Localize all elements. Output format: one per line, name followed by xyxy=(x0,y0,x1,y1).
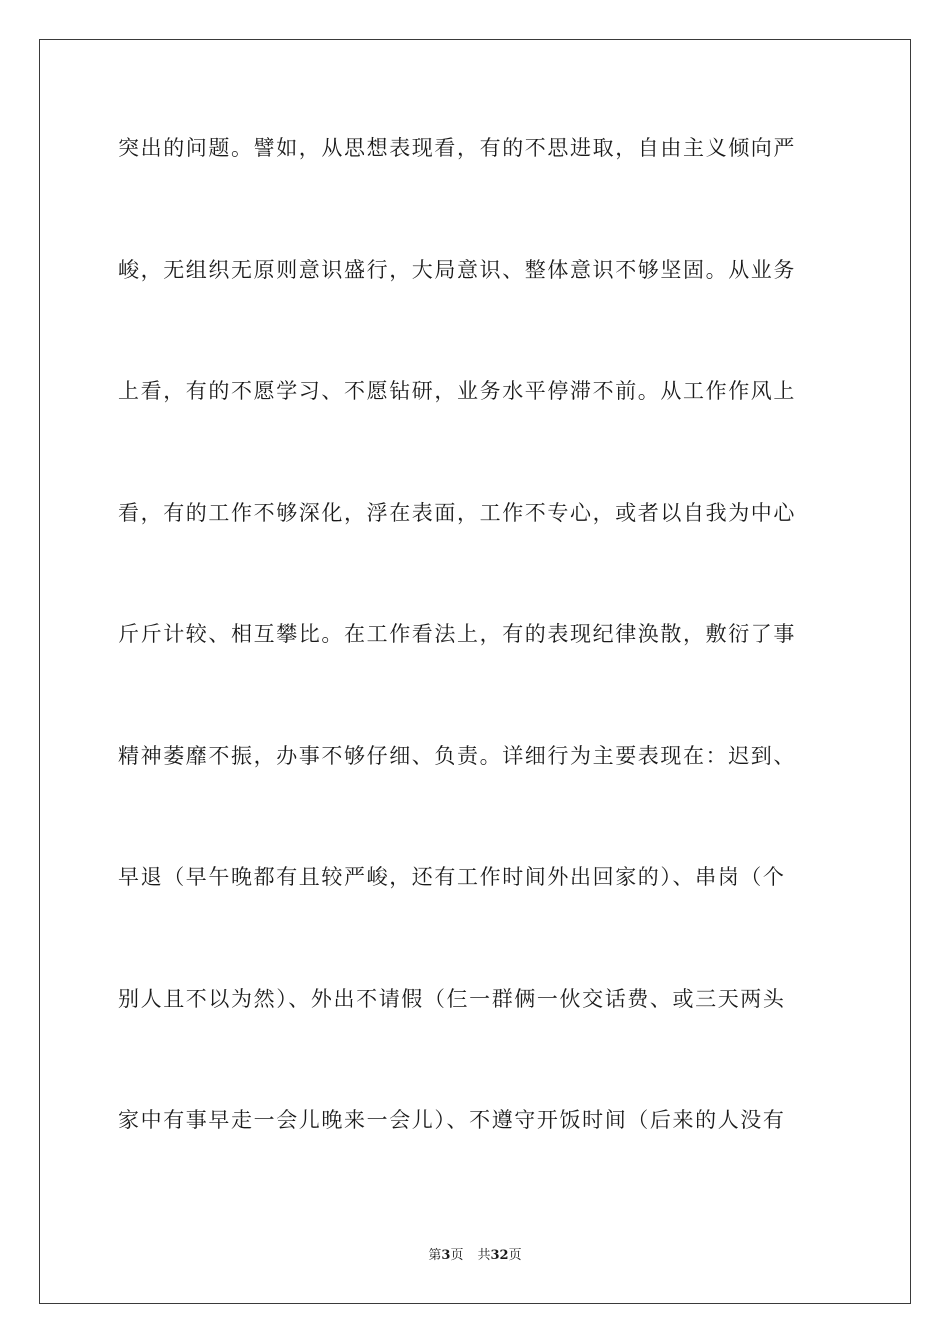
text-line: 看，有的工作不够深化，浮在表面，工作不专心，或者以自我为中心 xyxy=(118,500,796,525)
text-line: 精神萎靡不振，办事不够仔细、负责。详细行为主要表现在：迟到、 xyxy=(118,743,796,768)
text-line: 早退（早午晚都有且较严峻，还有工作时间外出回家的）、串岗（个 xyxy=(118,865,786,889)
text-line: 上看，有的不愿学习、不愿钻研，业务水平停滞不前。从工作作风上 xyxy=(118,379,796,403)
total-prefix: 共 xyxy=(477,1248,491,1263)
text-line: 家中有事早走一会儿晚来一会儿）、不遵守开饭时间（后来的人没有 xyxy=(118,1108,786,1132)
total-pages: 32 xyxy=(490,1248,509,1263)
text-line: 峻，无组织无原则意识盛行，大局意识、整体意识不够坚固。从业务 xyxy=(118,257,796,282)
document-body xyxy=(118,128,838,1222)
page-prefix: 第 xyxy=(428,1248,442,1263)
text-line: 别人且不以为然）、外出不请假（仨一群俩一伙交话费、或三天两头 xyxy=(118,986,786,1011)
page-suffix: 页 xyxy=(450,1248,464,1263)
page-footer xyxy=(0,1246,950,1266)
text-line: 斤斤计较、相互攀比。在工作看法上，有的表现纪律涣散，敷衍了事 xyxy=(118,622,796,646)
text-line: 突出的问题。譬如，从思想表现看，有的不思进取，自由主义倾向严 xyxy=(118,136,796,160)
page-number: 3 xyxy=(441,1248,451,1263)
total-suffix: 页 xyxy=(508,1248,522,1263)
